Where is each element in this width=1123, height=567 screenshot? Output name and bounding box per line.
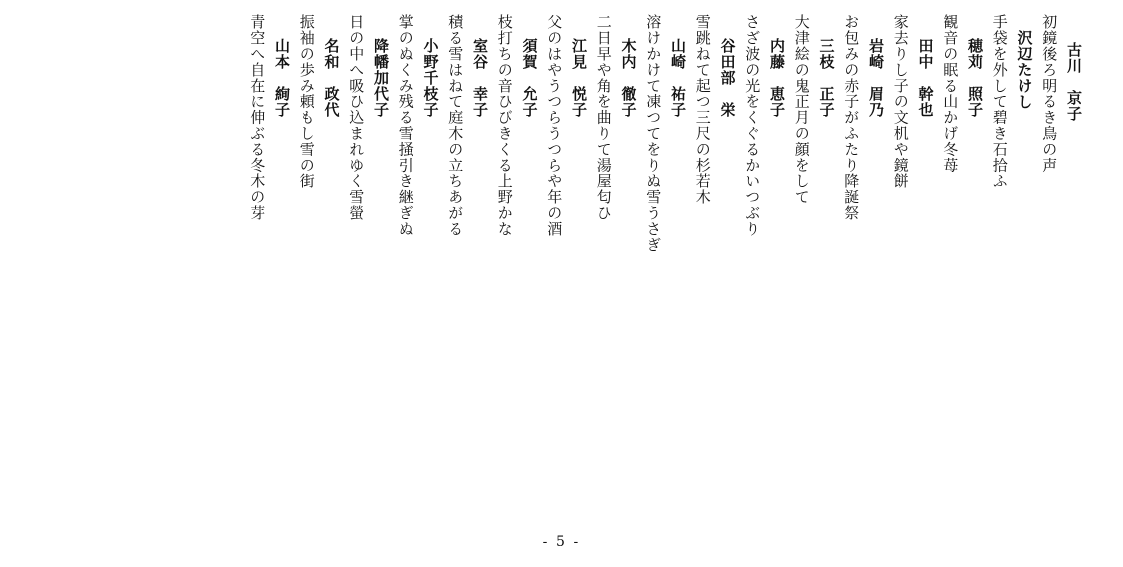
haiku-entry (784, 14, 834, 205)
author-name: 穂苅 照子 (966, 38, 984, 118)
author-name: 沢辺たけし (1015, 30, 1034, 110)
author-name: 内藤 恵子 (768, 38, 786, 118)
haiku-text: 青空へ自在に伸ぶる冬木の芽 (248, 14, 267, 221)
author-name: 山崎 祐子 (669, 38, 687, 118)
author-name: 須賀 允子 (520, 38, 539, 118)
author-name: 古川 京子 (1065, 42, 1083, 122)
haiku-text: 観音の眠る山かげ冬苺 (941, 14, 960, 173)
author-name: 木内 徹子 (619, 38, 638, 118)
author-name: 小野千枝子 (421, 38, 440, 118)
haiku-entry (339, 14, 389, 221)
haiku-text: 家去りし子の文机や鏡餅 (891, 14, 910, 189)
haiku-columns (240, 14, 1082, 484)
haiku-text: 雪跳ねて起つ三尺の杉若木 (693, 14, 712, 205)
author-name: 山本 絢子 (273, 38, 291, 118)
haiku-text: 振袖の歩み頼もし雪の街 (297, 14, 316, 189)
author-name: 三枝 正子 (817, 38, 836, 118)
haiku-entry (1032, 14, 1082, 173)
haiku-text: お包みの赤子がふたり降誕祭 (842, 14, 861, 221)
author-name: 田中 幹也 (916, 38, 935, 118)
haiku-text: 掌のぬくみ残る雪掻引き継ぎぬ (396, 14, 415, 237)
haiku-entry (240, 14, 290, 221)
haiku-text: 枝打ちの音ひびきくる上野かな (495, 14, 514, 237)
haiku-entry (388, 14, 438, 237)
haiku-text: 二日早や角を曲りて湯屋匂ひ (594, 14, 613, 221)
haiku-entry (586, 14, 636, 221)
haiku-entry (487, 14, 537, 237)
haiku-text: 手袋を外して碧き石拾ふ (990, 14, 1009, 189)
author-name: 岩崎 眉乃 (867, 38, 885, 118)
haiku-entry (636, 14, 686, 253)
author-name: 名和 政代 (322, 38, 341, 118)
haiku-text: 父のはやうつらうつらや年の酒 (545, 14, 564, 237)
haiku-text: 日の中へ吸ひ込まれゆく雪螢 (347, 14, 366, 221)
haiku-text: 積る雪はねて庭木の立ちあがる (446, 14, 465, 237)
author-name: 室谷 幸子 (471, 38, 489, 118)
author-name: 降幡加代子 (372, 38, 390, 118)
page-number: - 5 - (542, 534, 581, 550)
haiku-entry (537, 14, 587, 237)
haiku-entry (438, 14, 488, 237)
haiku-entry (289, 14, 339, 189)
haiku-entry (834, 14, 884, 221)
author-name: 谷田部 栄 (718, 38, 737, 118)
haiku-entry (883, 14, 933, 189)
haiku-entry (933, 14, 983, 173)
haiku-entry (685, 14, 735, 205)
haiku-text: さざ波の光をくぐるかいつぶり (743, 14, 762, 237)
author-name: 江見 悦子 (570, 38, 588, 118)
haiku-text: 初鏡後ろ明るき鳥の声 (1040, 14, 1059, 173)
haiku-entry (735, 14, 785, 237)
haiku-text: 溶けかけて凍つてをりぬ雪うさぎ (644, 14, 663, 253)
haiku-entry (982, 14, 1032, 189)
haiku-text: 大津絵の鬼正月の顔をして (792, 14, 811, 205)
